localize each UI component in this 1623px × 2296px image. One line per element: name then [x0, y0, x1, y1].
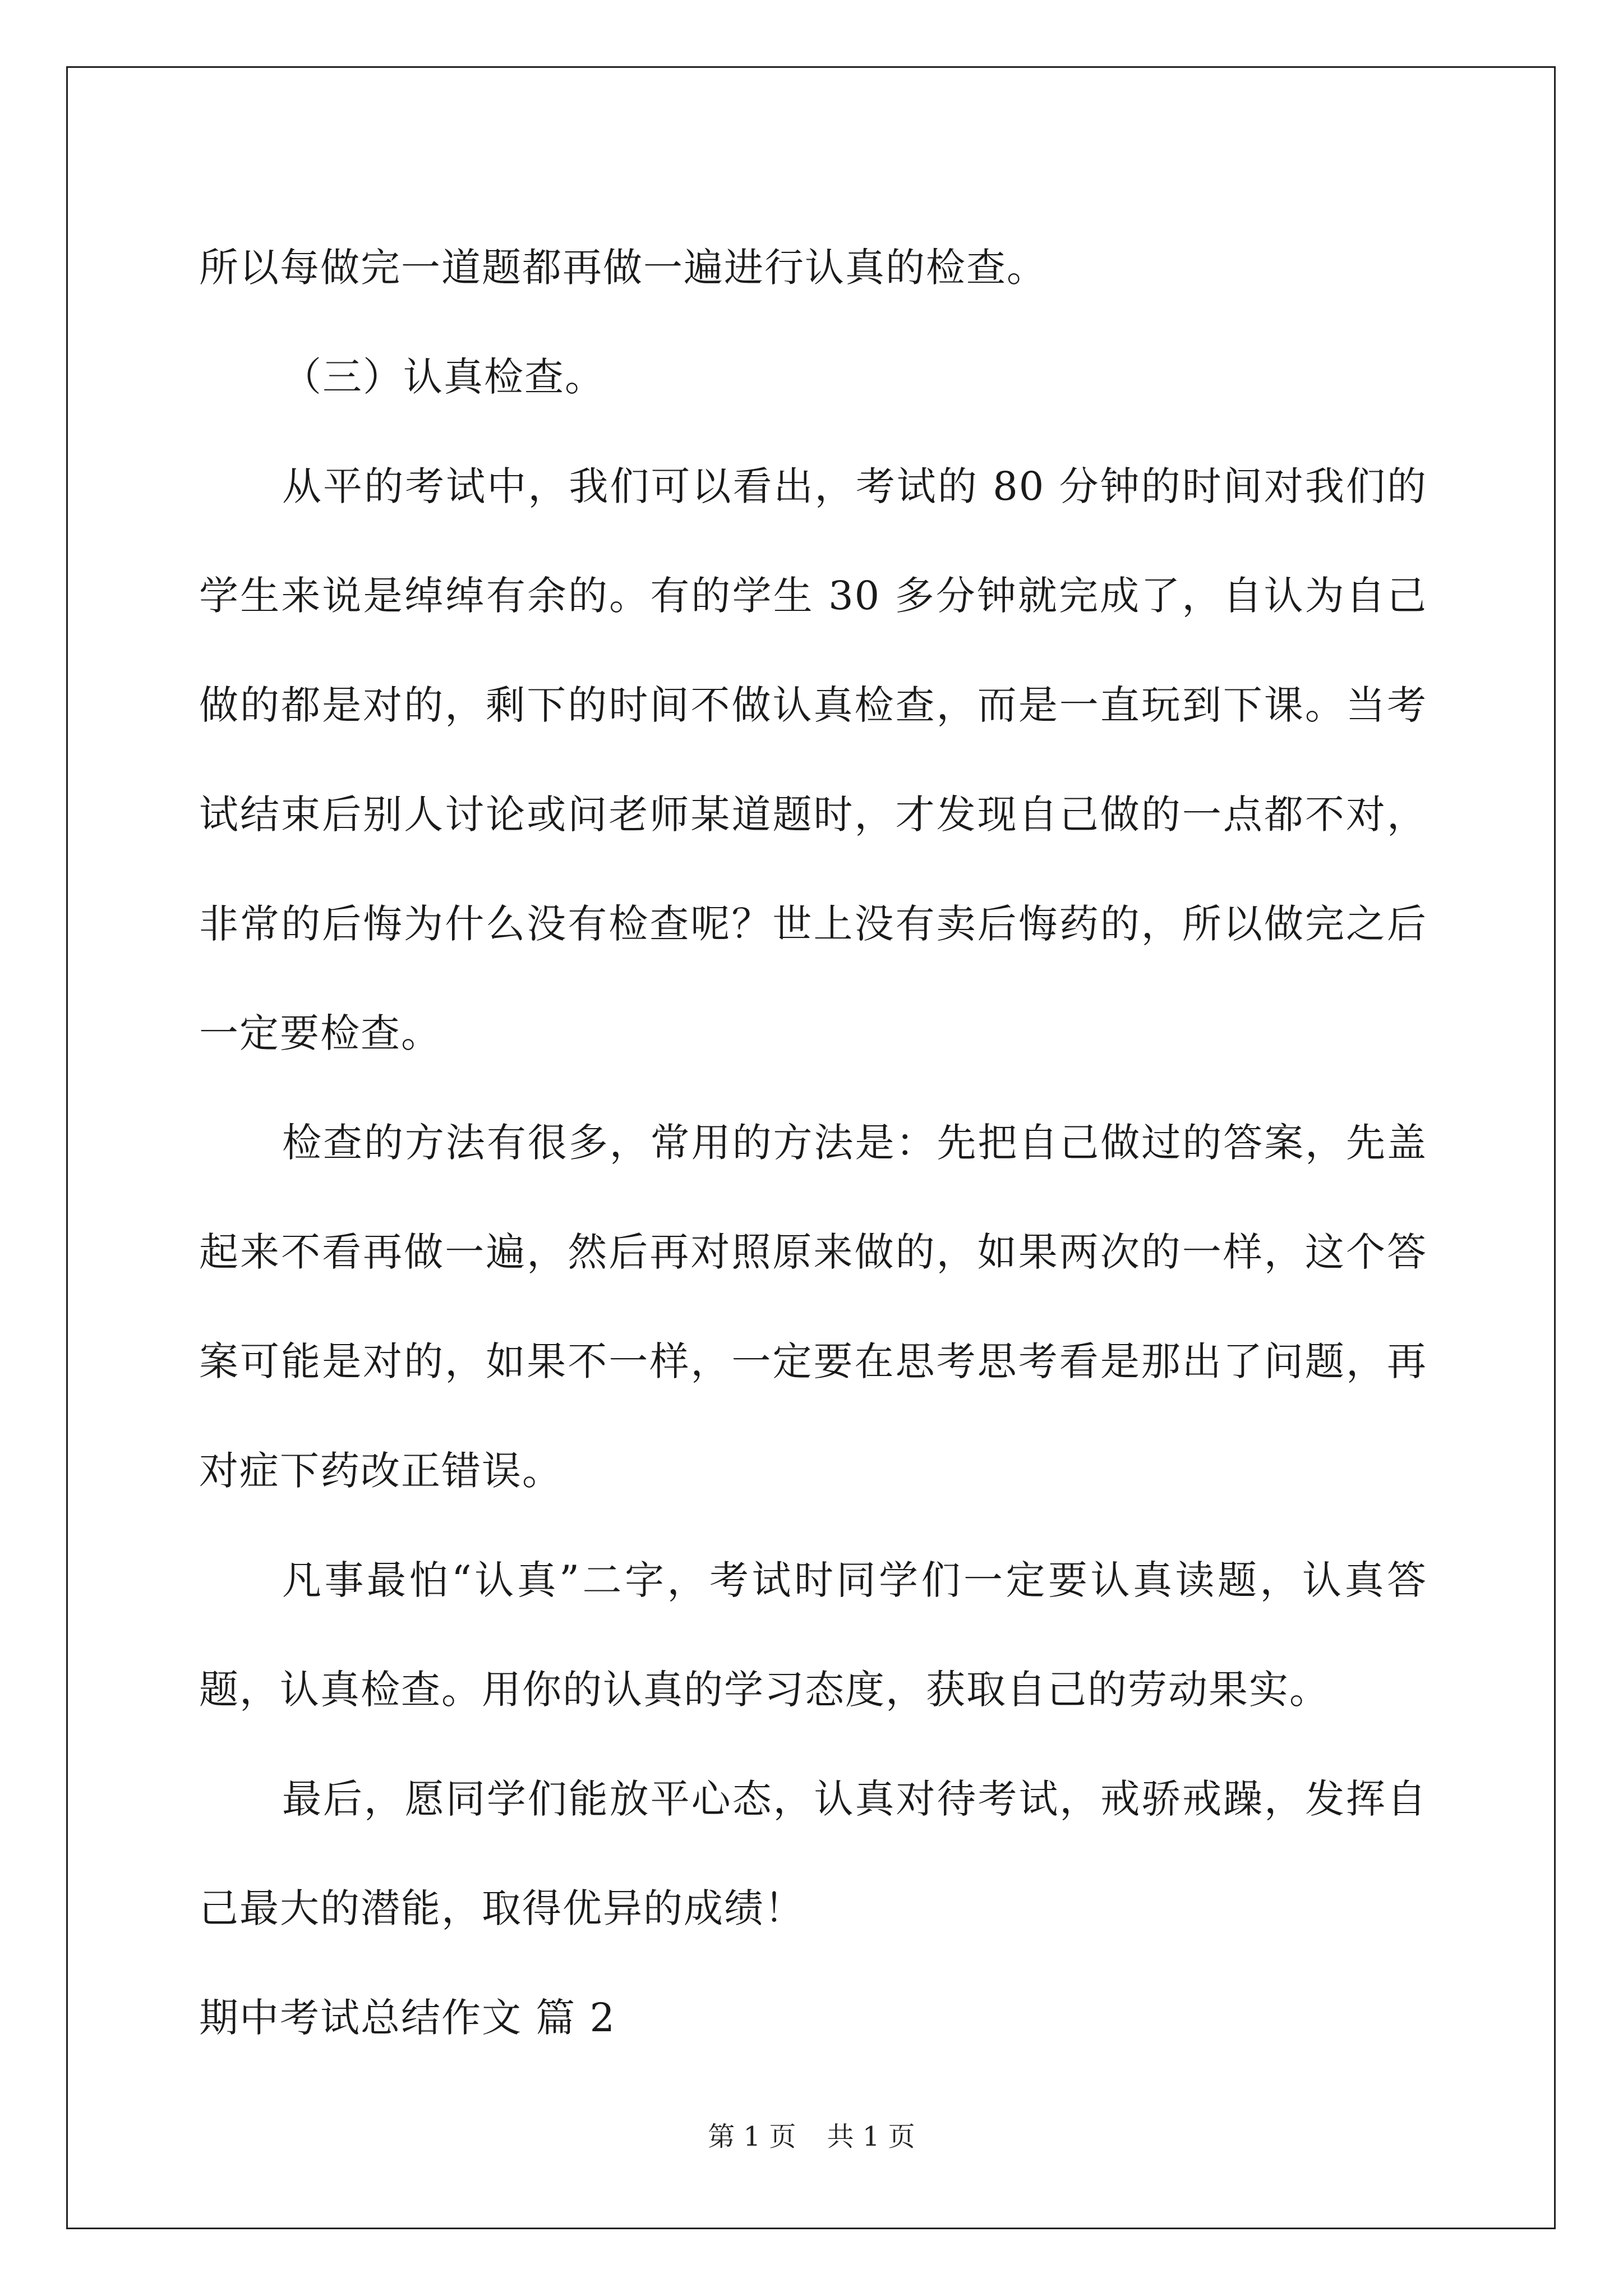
- paragraph: 所以每做完一道题都再做一遍进行认真的检查。: [199, 245, 1047, 291]
- page-number-total: 共 1 页: [827, 2121, 915, 2152]
- page-number-current: 第 1 页: [708, 2121, 796, 2152]
- paragraph: 从平的考试中，我们可以看出，考试的 80 分钟的时间对我们的学生来说是绰绰有余的。有的学生 30 多分钟就完成了，自认为自己做的都是对的，剩下的时间不做认真检查，而是一直玩到下课。当考试结束后别人讨论或问老师某道题时，才发现自己做的一点都不对，非常的后悔为什么没有检查呢？世上没有卖后悔药的，所以做完之后一定要检查。: [199, 463, 1427, 1056]
- page-footer: [0, 2115, 1623, 2154]
- paragraph: 凡事最怕“认真”二字，考试时同学们一定要认真读题，认真答题，认真检查。用你的认真的学习态度，获取自己的劳动果实。: [199, 1557, 1427, 1713]
- section-heading: 期中考试总结作文 篇 2: [199, 1995, 616, 2041]
- document-body: [199, 213, 1427, 2073]
- paragraph: 检查的方法有很多，常用的方法是：先把自己做过的答案，先盖起来不看再做一遍，然后再对照原来做的，如果两次的一样，这个答案可能是对的，如果不一样，一定要在思考思考看是那出了问题，再对症下药改正错误。: [199, 1120, 1427, 1494]
- paragraph: 最后，愿同学们能放平心态，认真对待考试，戒骄戒躁，发挥自己最大的潜能，取得优异的成绩！: [199, 1776, 1427, 1931]
- subheading-paragraph: （三）认真检查。: [282, 354, 605, 400]
